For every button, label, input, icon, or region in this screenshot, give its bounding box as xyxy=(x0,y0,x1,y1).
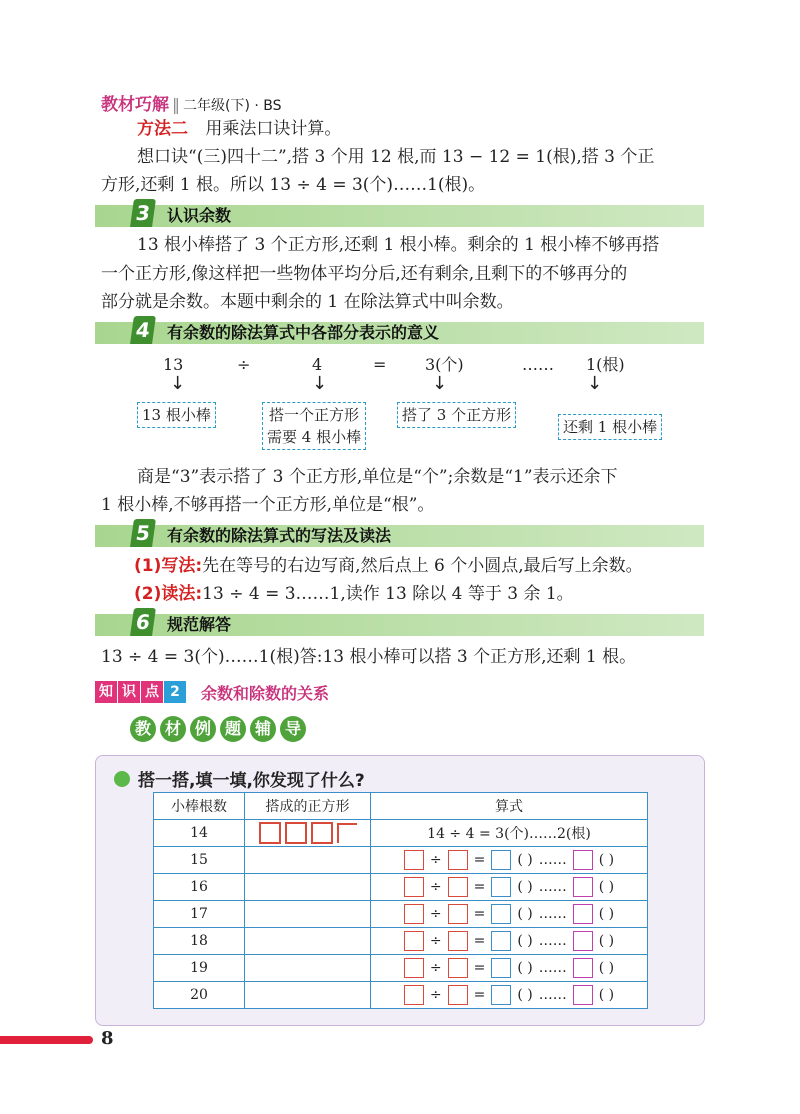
equals-sign: = xyxy=(473,906,486,922)
remainder-blank[interactable] xyxy=(573,985,593,1005)
guide-char: 例 xyxy=(190,716,216,742)
dividend-blank[interactable] xyxy=(404,904,424,924)
quotient-blank[interactable] xyxy=(491,877,511,897)
arrow-down-icon: ↓ xyxy=(587,373,603,394)
eq-ellipsis: …… xyxy=(522,355,554,374)
sec6-answer: 13 ÷ 4 = 3(个)……1(根)答:13 根小棒可以搭 3 个正方形,还剩 1 根。 xyxy=(101,647,637,667)
stick-count: 17 xyxy=(154,901,245,928)
equals-sign: = xyxy=(473,987,486,1003)
squares-drawing[interactable] xyxy=(245,955,371,982)
formula-cell xyxy=(371,874,648,901)
bullet-dot-icon xyxy=(114,771,130,787)
divisor-blank[interactable] xyxy=(448,931,468,951)
col-header-sticks: 小棒根数 xyxy=(154,793,245,820)
formula-cell xyxy=(371,847,648,874)
col-header-squares: 搭成的正方形 xyxy=(245,793,371,820)
divide-sign: ÷ xyxy=(429,933,442,949)
remainder-unit-blank[interactable]: ( ) xyxy=(598,933,615,949)
equals-sign: = xyxy=(473,879,486,895)
sec4-line2: 1 根小棒,不够再搭一个正方形,单位是“根”。 xyxy=(101,495,435,515)
quotient-unit-blank[interactable]: ( ) xyxy=(517,987,533,1003)
read-method xyxy=(134,581,574,607)
remainder-unit-blank[interactable]: ( ) xyxy=(598,906,615,922)
meaning-box-divisor xyxy=(262,402,366,450)
book-brand: 教材巧解 xyxy=(101,95,169,115)
squares-drawing[interactable] xyxy=(245,928,371,955)
ellipsis: …… xyxy=(538,852,567,868)
sec3-line2: 一个正方形,像这样把一些物体平均分后,还有剩余,且剩下的不够再分的 xyxy=(101,264,628,284)
divisor-blank[interactable] xyxy=(448,985,468,1005)
section-3-number: 3 xyxy=(130,199,156,227)
ellipsis: …… xyxy=(538,933,567,949)
section-4-number: 4 xyxy=(130,316,156,344)
table-row xyxy=(154,820,648,847)
table-row xyxy=(154,901,648,928)
divisor-blank[interactable] xyxy=(448,877,468,897)
arrow-down-icon: ↓ xyxy=(432,373,448,394)
method2-line2: 方形,还剩 1 根。所以 13 ÷ 4 = 3(个)……1(根)。 xyxy=(101,175,486,195)
kp-char: 识 xyxy=(118,681,140,703)
equals-sign: = xyxy=(473,933,486,949)
dividend-blank[interactable] xyxy=(404,877,424,897)
section-6-title: 规范解答 xyxy=(167,615,232,634)
running-header xyxy=(101,90,282,115)
eq-quotient: 3(个) xyxy=(425,355,464,374)
stick-count: 18 xyxy=(154,928,245,955)
divide-sign: ÷ xyxy=(429,960,442,976)
quotient-blank[interactable] xyxy=(491,931,511,951)
eq-divide-sign: ÷ xyxy=(237,355,251,374)
write-label: (1)写法: xyxy=(134,556,203,576)
partial-square-icon xyxy=(337,823,357,843)
guide-char: 题 xyxy=(220,716,246,742)
ellipsis: …… xyxy=(538,906,567,922)
square-icon xyxy=(285,822,307,844)
sec4-line1: 商是“3”表示搭了 3 个正方形,单位是“个”;余数是“1”表示还余下 xyxy=(137,467,618,487)
remainder-unit-blank[interactable]: ( ) xyxy=(598,960,615,976)
section-3-title: 认识余数 xyxy=(167,206,232,225)
remainder-unit-blank[interactable]: ( ) xyxy=(598,852,615,868)
remainder-blank[interactable] xyxy=(573,850,593,870)
exercise-table xyxy=(153,792,648,1009)
quotient-blank[interactable] xyxy=(491,850,511,870)
quotient-blank[interactable] xyxy=(491,985,511,1005)
formula-cell: 14 ÷ 4 = 3(个)……2(根) xyxy=(371,820,648,847)
squares-drawing[interactable] xyxy=(245,901,371,928)
divisor-blank[interactable] xyxy=(448,904,468,924)
stick-count: 20 xyxy=(154,982,245,1009)
exercise-question xyxy=(114,766,365,791)
guide-char: 教 xyxy=(130,716,156,742)
remainder-blank[interactable] xyxy=(573,877,593,897)
quotient-blank[interactable] xyxy=(491,958,511,978)
col-header-formula: 算式 xyxy=(371,793,648,820)
read-label: (2)读法: xyxy=(134,584,203,604)
kp-char: 知 xyxy=(95,681,117,703)
read-text: 13 ÷ 4 = 3……1,读作 13 除以 4 等于 3 余 1。 xyxy=(202,584,574,604)
kp-number: 2 xyxy=(164,681,186,703)
quotient-blank[interactable] xyxy=(491,904,511,924)
equals-sign: = xyxy=(473,960,486,976)
formula-cell xyxy=(371,982,648,1009)
method2-line1: 想口诀“(三)四十二”,搭 3 个用 12 根,而 13 − 12 = 1(根),搭 3 个正 xyxy=(137,147,655,167)
divisor-blank[interactable] xyxy=(448,850,468,870)
squares-drawing[interactable] xyxy=(245,874,371,901)
guide-char: 导 xyxy=(280,716,306,742)
divide-sign: ÷ xyxy=(429,906,442,922)
section-3-bar xyxy=(95,201,704,227)
divisor-meaning-line1: 搭一个正方形 xyxy=(269,406,360,424)
eq-remainder: 1(根) xyxy=(586,355,625,374)
exercise-panel xyxy=(95,755,705,1026)
formula-cell xyxy=(371,955,648,982)
ellipsis: …… xyxy=(538,879,567,895)
header-divider: ‖ xyxy=(172,95,180,114)
table-row xyxy=(154,955,648,982)
squares-drawing[interactable] xyxy=(245,982,371,1009)
kp-char: 点 xyxy=(141,681,163,703)
ellipsis: …… xyxy=(538,960,567,976)
textbook-example-guide-badge xyxy=(130,716,310,742)
remainder-blank[interactable] xyxy=(573,931,593,951)
divide-sign: ÷ xyxy=(429,879,442,895)
section-4-title: 有余数的除法算式中各部分表示的意义 xyxy=(167,323,440,342)
method2-label: 方法二 xyxy=(137,119,188,139)
equals-sign: = xyxy=(473,852,486,868)
dividend-blank[interactable] xyxy=(404,985,424,1005)
write-method xyxy=(134,553,643,579)
square-icon xyxy=(259,822,281,844)
meaning-box-remainder: 还剩 1 根小棒 xyxy=(558,414,662,440)
arrow-down-icon: ↓ xyxy=(312,373,328,394)
remainder-unit-blank[interactable]: ( ) xyxy=(598,879,615,895)
meaning-box-quotient: 搭了 3 个正方形 xyxy=(397,402,516,428)
divide-sign: ÷ xyxy=(429,987,442,1003)
knowledge-point-heading xyxy=(95,681,329,703)
method2-text: 用乘法口诀计算。 xyxy=(205,119,342,139)
table-row xyxy=(154,874,648,901)
write-text: 先在等号的右边写商,然后点上 6 个小圆点,最后写上余数。 xyxy=(202,556,643,576)
section-5-title: 有余数的除法算式的写法及读法 xyxy=(167,526,392,545)
quotient-unit-blank[interactable]: ( ) xyxy=(517,906,533,922)
remainder-blank[interactable] xyxy=(573,958,593,978)
guide-char: 材 xyxy=(160,716,186,742)
stick-count: 19 xyxy=(154,955,245,982)
quotient-unit-blank[interactable]: ( ) xyxy=(517,960,533,976)
formula-cell xyxy=(371,901,648,928)
guide-char: 辅 xyxy=(250,716,276,742)
divisor-meaning-line2: 需要 4 根小棒 xyxy=(267,428,362,446)
method2-heading xyxy=(137,116,341,142)
quotient-unit-blank[interactable]: ( ) xyxy=(517,933,533,949)
arrow-down-icon: ↓ xyxy=(170,373,186,394)
stick-count: 14 xyxy=(154,820,245,847)
stick-count: 15 xyxy=(154,847,245,874)
footer-accent-bar xyxy=(0,1036,93,1044)
question-text: 搭一搭,填一填,你发现了什么? xyxy=(138,771,365,791)
section-5-number: 5 xyxy=(130,519,156,547)
formula-cell xyxy=(371,928,648,955)
dividend-blank[interactable] xyxy=(404,850,424,870)
section-4-bar xyxy=(95,318,704,344)
quotient-unit-blank[interactable]: ( ) xyxy=(517,879,533,895)
stick-count: 16 xyxy=(154,874,245,901)
ellipsis: …… xyxy=(538,987,567,1003)
quotient-unit-blank[interactable]: ( ) xyxy=(517,852,533,868)
page-number: 8 xyxy=(101,1028,114,1049)
table-row xyxy=(154,928,648,955)
meaning-box-dividend: 13 根小棒 xyxy=(137,402,216,428)
eq-dividend: 13 xyxy=(163,355,184,374)
table-header-row xyxy=(154,793,648,820)
divisor-blank[interactable] xyxy=(448,958,468,978)
remainder-blank[interactable] xyxy=(573,904,593,924)
table-row xyxy=(154,847,648,874)
section-5-bar xyxy=(95,521,704,547)
eq-equals: = xyxy=(373,355,387,374)
squares-drawing xyxy=(245,820,371,847)
grade-label: 二年级(下) · BS xyxy=(183,98,282,114)
sec3-line3: 部分就是余数。本题中剩余的 1 在除法算式中叫余数。 xyxy=(101,292,514,312)
section-6-bar xyxy=(95,610,704,636)
dividend-blank[interactable] xyxy=(404,931,424,951)
remainder-unit-blank[interactable]: ( ) xyxy=(598,987,615,1003)
section-6-number: 6 xyxy=(130,608,156,636)
dividend-blank[interactable] xyxy=(404,958,424,978)
square-icon xyxy=(311,822,333,844)
sec3-line1: 13 根小棒搭了 3 个正方形,还剩 1 根小棒。剩余的 1 根小棒不够再搭 xyxy=(137,235,660,255)
table-row xyxy=(154,982,648,1009)
kp-title: 余数和除数的关系 xyxy=(201,683,330,703)
divide-sign: ÷ xyxy=(429,852,442,868)
squares-drawing[interactable] xyxy=(245,847,371,874)
eq-divisor: 4 xyxy=(312,355,323,374)
